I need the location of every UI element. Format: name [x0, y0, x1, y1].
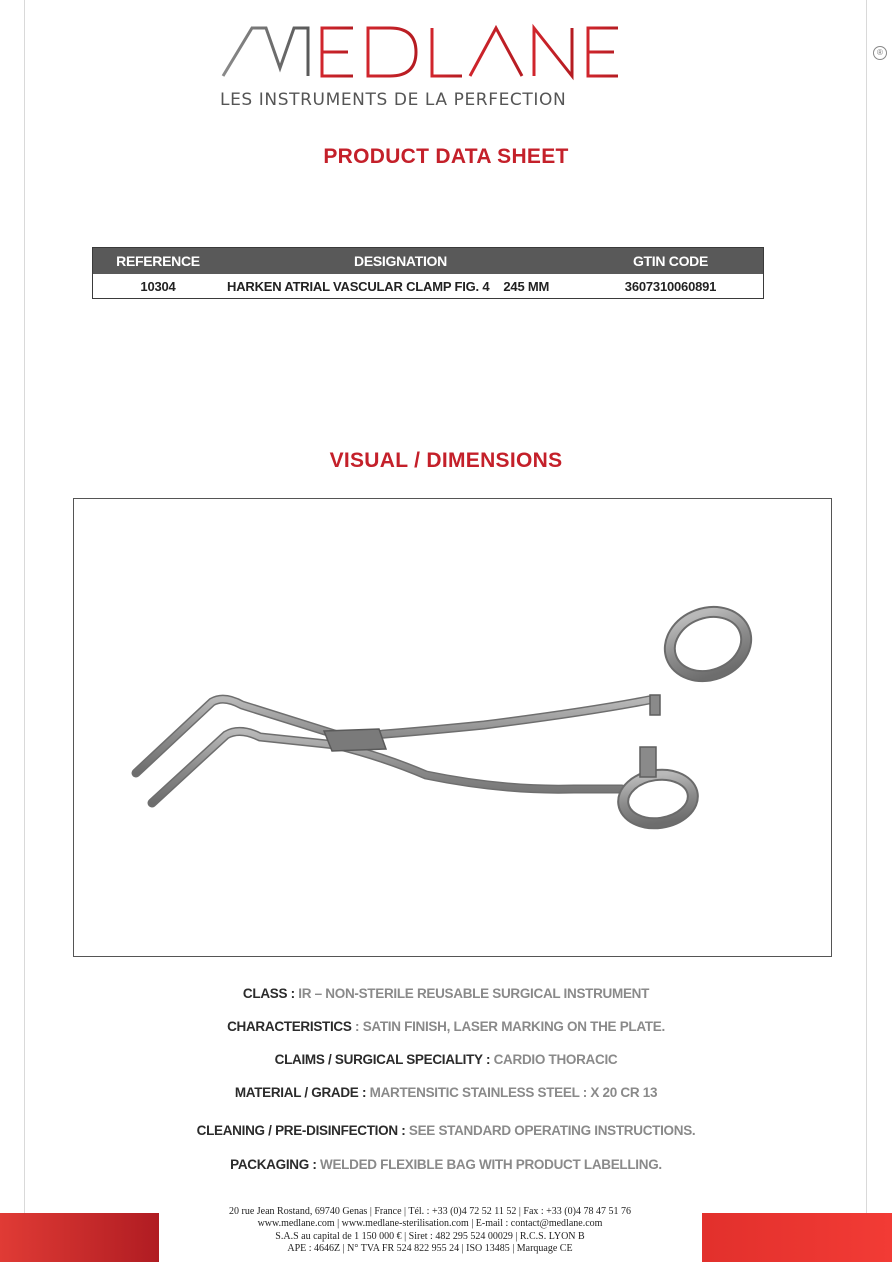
- header-designation: DESIGNATION: [223, 248, 578, 275]
- brand-tagline: LES INSTRUMENTS DE LA PERFECTION: [220, 90, 567, 110]
- cell-designation: [223, 274, 578, 299]
- cell-reference: 10304: [140, 278, 176, 294]
- footer-legal: S.A.S au capital de 1 150 000 € | Siret : 482 295 524 00029 | R.C.S. LYON B: [275, 1230, 585, 1242]
- footer-registration: APE : 4646Z | N° TVA FR 524 822 955 24 | ISO 13485 | Marquage CE: [287, 1242, 573, 1254]
- spec-cleaning: CLEANING / PRE-DISINFECTION : SEE STANDARD OPERATING INSTRUCTIONS.: [196, 1123, 696, 1138]
- spec-characteristics: CHARACTERISTICS : SATIN FINISH, LASER MARKING ON THE PLATE.: [227, 1019, 665, 1034]
- header-reference: REFERENCE: [93, 248, 224, 275]
- registered-mark: ®: [873, 46, 887, 60]
- cell-gtin: 3607310060891: [624, 278, 717, 294]
- left-margin-line: [24, 0, 25, 1262]
- spec-class: CLASS : IR – NON-STERILE REUSABLE SURGICAL INSTRUMENT: [242, 986, 650, 1001]
- surgical-clamp-illustration: [74, 499, 831, 956]
- product-visual-frame: [73, 498, 832, 957]
- table-header-row: [93, 248, 764, 275]
- footer-red-bar-left: [0, 1213, 159, 1262]
- footer-web: www.medlane.com | www.medlane-sterilisation.com | E-mail : contact@medlane.com: [257, 1218, 603, 1230]
- designation-text: HARKEN ATRIAL VASCULAR CLAMP FIG. 4: [227, 278, 490, 294]
- designation-size: 245 MM: [503, 278, 550, 294]
- visual-dimensions-title: VISUAL / DIMENSIONS: [329, 449, 563, 472]
- footer-address: 20 rue Jean Rostand, 69740 Genas | France | Tél. : +33 (0)4 72 52 11 52 | Fax : +33 (0)4 78 47 51 76: [229, 1206, 631, 1217]
- header-gtin: GTIN CODE: [578, 248, 764, 275]
- spec-material: MATERIAL / GRADE : MARTENSITIC STAINLESS STEEL : X 20 CR 13: [234, 1085, 658, 1100]
- right-margin-line: [866, 0, 867, 1262]
- table-row: [93, 274, 764, 299]
- footer-red-bar-right: [702, 1213, 892, 1262]
- spec-claims: CLAIMS / SURGICAL SPECIALITY : CARDIO THORACIC: [274, 1052, 618, 1067]
- company-footer: [160, 1206, 700, 1255]
- product-data-sheet-title: PRODUCT DATA SHEET: [323, 145, 569, 168]
- reference-table: [92, 247, 764, 299]
- spec-packaging: PACKAGING : WELDED FLEXIBLE BAG WITH PRODUCT LABELLING.: [230, 1157, 662, 1172]
